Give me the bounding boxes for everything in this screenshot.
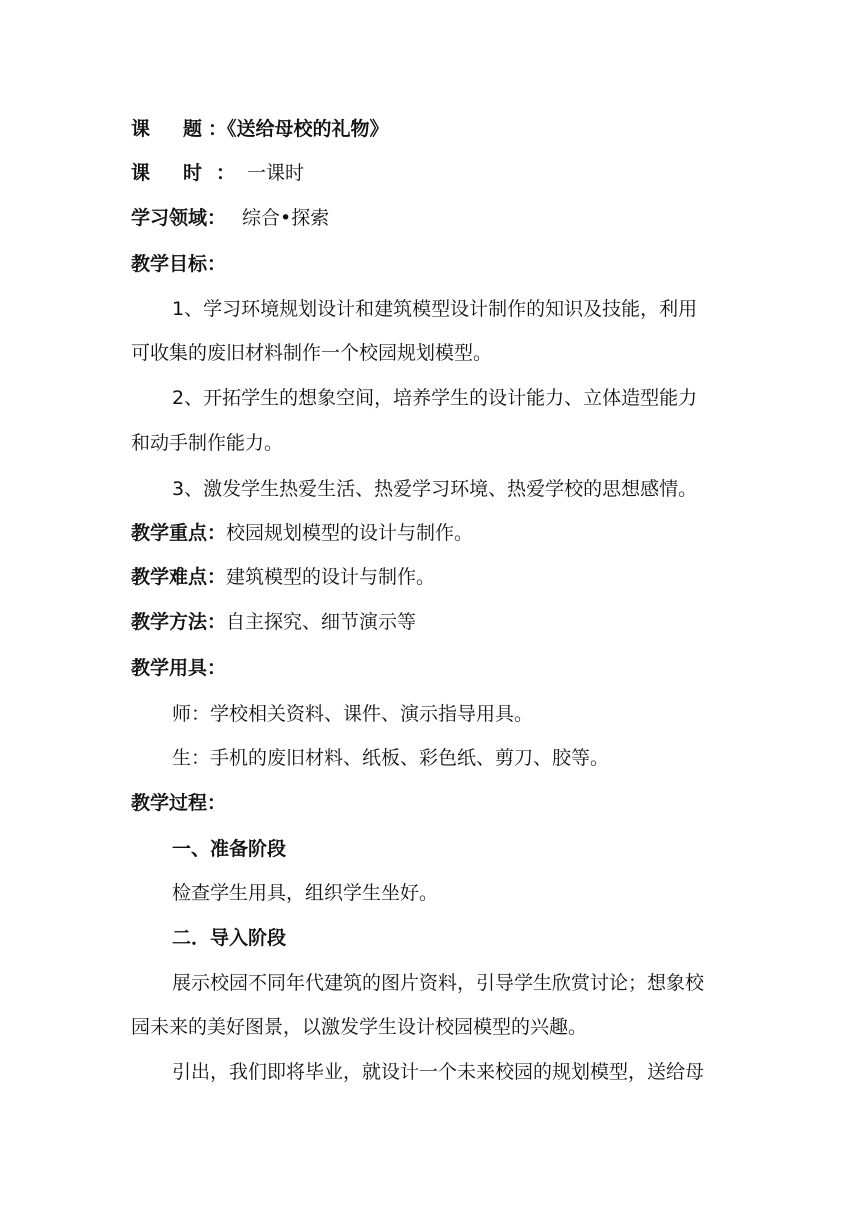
- stage-1-title: 一、准备阶段: [172, 838, 287, 860]
- stage-2-title: 二．导入阶段: [172, 927, 287, 949]
- period-label-b: 时: [183, 162, 203, 184]
- goal-item-2-line-2: 和动手制作能力。: [131, 432, 284, 454]
- difficulties-label: 教学难点：: [131, 566, 227, 588]
- process-heading: 教学过程：: [131, 792, 227, 814]
- goal-item-1-line-1: 1、学习环境规划设计和建筑模型设计制作的知识及技能，利用: [172, 298, 698, 320]
- key-points-value: 校园规划模型的设计与制作。: [226, 522, 474, 544]
- stage-2-paragraph-2-line-1: 引出，我们即将毕业，就设计一个未来校园的规划模型，送给母: [172, 1061, 705, 1083]
- goal-item-1-line-2: 可收集的废旧材料制作一个校园规划模型。: [131, 342, 493, 364]
- key-points-line: [131, 521, 473, 545]
- tools-student: 生：手机的废旧材料、纸板、彩色纸、剪刀、胶等。: [172, 747, 610, 769]
- tools-heading: 教学用具：: [131, 657, 227, 679]
- key-points-label: 教学重点：: [131, 522, 227, 544]
- domain-label: 学习领域：: [131, 207, 227, 229]
- title-value: 《送给母校的礼物》: [227, 118, 389, 140]
- title-label-a: 课: [131, 118, 151, 140]
- goal-item-3-line-1: 3、激发学生热爱生活、热爱学习环境、热爱学校的思想感情。: [172, 478, 698, 500]
- period-separator: ：: [216, 162, 236, 184]
- methods-label: 教学方法：: [131, 611, 227, 633]
- goals-heading: 教学目标：: [131, 253, 227, 275]
- period-value: 一课时: [247, 162, 305, 184]
- stage-1-text: 检查学生用具，组织学生坐好。: [172, 882, 439, 904]
- period-label-a: 课: [131, 162, 151, 184]
- title-separator: ：: [208, 118, 228, 140]
- difficulties-line: [131, 565, 435, 589]
- tools-teacher: 师：学校相关资料、课件、演示指导用具。: [172, 703, 534, 725]
- domain-value: 综合•探索: [242, 207, 330, 229]
- domain-line: [131, 206, 329, 230]
- title-line: [131, 117, 389, 141]
- goal-item-2-line-1: 2、开拓学生的想象空间，培养学生的设计能力、立体造型能力: [172, 387, 698, 409]
- difficulties-value: 建筑模型的设计与制作。: [226, 566, 436, 588]
- stage-2-paragraph-1-line-1: 展示校园不同年代建筑的图片资料，引导学生欣赏讨论；想象校: [172, 972, 705, 994]
- period-line: [131, 161, 304, 185]
- title-label-b: 题: [183, 118, 203, 140]
- stage-2-paragraph-1-line-2: 园未来的美好图景，以激发学生设计校园模型的兴趣。: [131, 1016, 588, 1038]
- methods-value: 自主探究、细节演示等: [226, 611, 417, 633]
- methods-line: [131, 610, 416, 634]
